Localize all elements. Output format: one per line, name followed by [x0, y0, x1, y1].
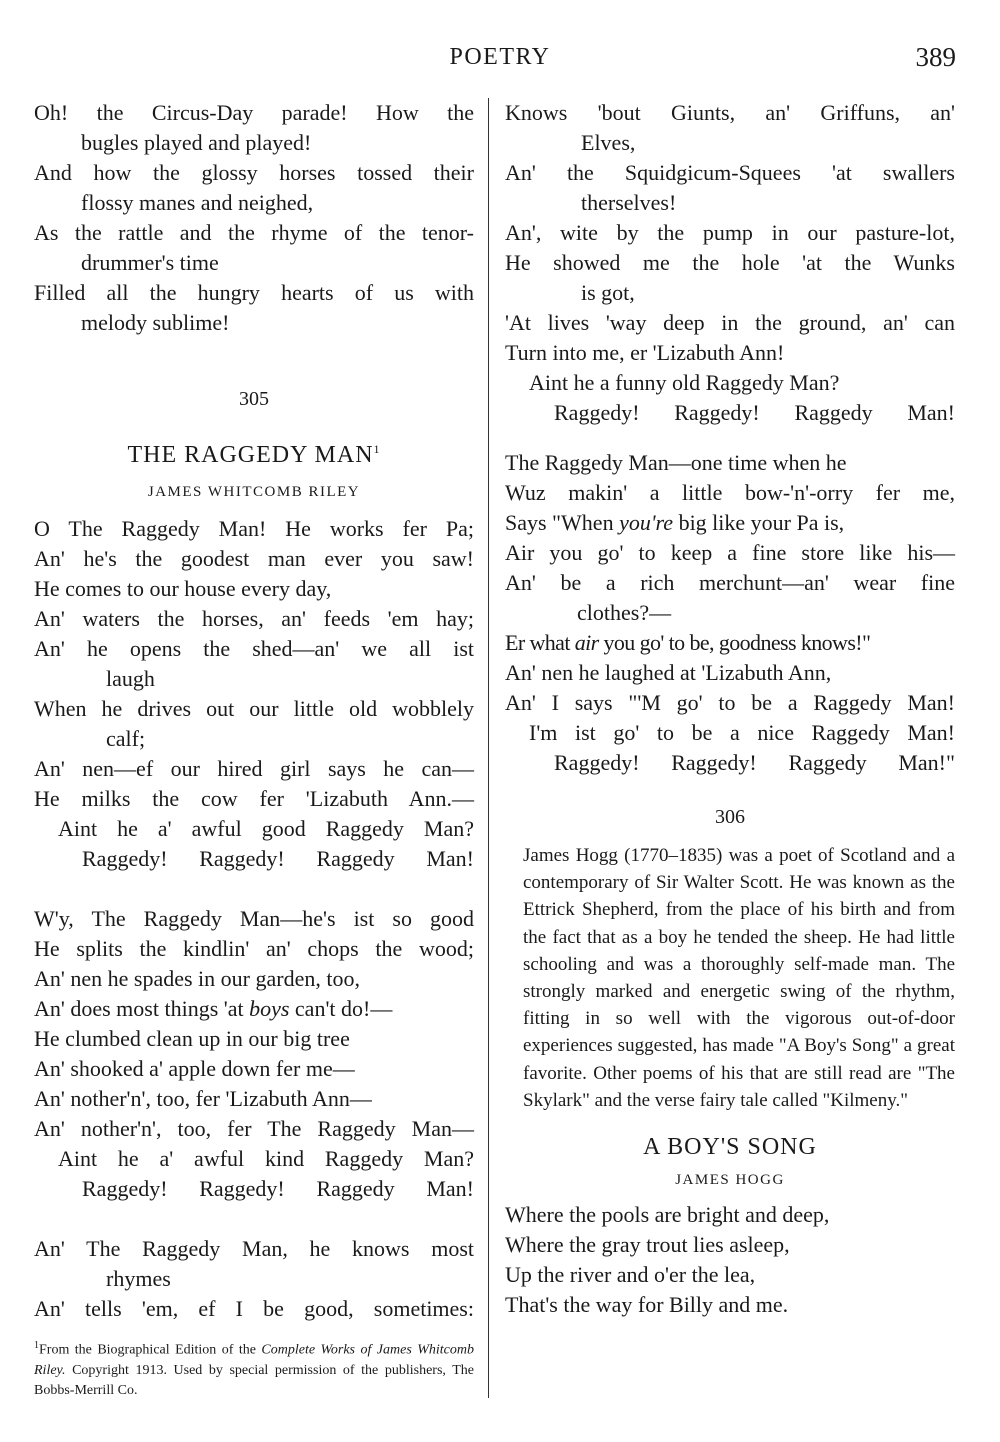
verse-line: melody sublime! — [81, 310, 230, 335]
verse-line: An' shooked a' apple down fer me— — [34, 1056, 355, 1081]
verse-line: An' tells 'em, ef I be good, sometimes: — [34, 1296, 474, 1321]
verse-line: Aint he a' awful kind Raggedy Man? — [58, 1146, 474, 1171]
verse-line: Where the pools are bright and deep, — [505, 1202, 830, 1228]
verse-line: Oh! the Circus-Day parade! How the — [34, 100, 474, 125]
verse-line: An' I says "'M go' to be a Raggedy Man! — [505, 690, 955, 715]
verse-line: Filled all the hungry hearts of us with — [34, 280, 474, 305]
verse-line: When he drives out our little old wobblely — [34, 696, 474, 721]
verse-text: you go' to be, goodness knows!" — [598, 630, 871, 655]
poem-number: 305 — [239, 388, 269, 410]
verse-line: Aint he a' awful good Raggedy Man? — [58, 816, 474, 841]
author-biography: James Hogg (1770–1835) was a poet of Scotland and a contemporary of Sir Walter Scott. He was known as the Ettrick Shepherd, from the place of his birth and from the fact that as a boy he tended the sheep. He had little schooling and was a thoroughly self-made man. The strongly marked and energetic swing of the rhythm, fitting in so well with the vigorous out-of-door experiences suggested, has made "A Boy's Song" a great favorite. Other poems of his that are still read are "The Skylark" and the verse fairy tale called "Kilmeny." — [523, 845, 955, 1111]
stanza-raggedy-5 — [505, 448, 955, 778]
left-column — [34, 98, 474, 1401]
verse-line: Elves, — [581, 130, 636, 155]
verse-line: An' nother'n', too, fer The Raggedy Man— — [34, 1116, 474, 1141]
verse-line: 'At lives 'way deep in the ground, an' can — [505, 310, 955, 335]
stanza-raggedy-2 — [34, 904, 474, 1204]
verse-line: Knows 'bout Giunts, an' Griffuns, an' — [505, 100, 955, 125]
poem-author: JAMES HOGG — [675, 1172, 785, 1189]
verse-line: An' he's the goodest man ever you saw! — [34, 546, 474, 571]
verse-text: Says "When — [505, 510, 620, 535]
verse-line: An' he opens the shed—an' we all ist — [34, 636, 474, 661]
verse-line: An' the Squidgicum-Squees 'at swallers — [505, 160, 955, 185]
verse-line: is got, — [581, 280, 635, 305]
verse-line: therselves! — [581, 190, 677, 215]
verse-line: Aint he a funny old Raggedy Man? — [529, 370, 840, 395]
verse-line: Raggedy! Raggedy! Raggedy Man!" — [554, 750, 955, 775]
page-number: 389 — [915, 42, 956, 72]
verse-line: Raggedy! Raggedy! Raggedy Man! — [82, 846, 474, 871]
verse-line: The Raggedy Man—one time when he — [505, 450, 847, 475]
verse-line: bugles played and played! — [81, 130, 312, 155]
verse-line — [505, 628, 955, 658]
verse-line: Where the gray trout lies asleep, — [505, 1232, 790, 1258]
verse-line: An' be a rich merchunt—an' wear fine — [505, 570, 955, 595]
running-header: POETRY — [449, 44, 551, 70]
verse-line: Wuz makin' a little bow-'n'-orry fer me, — [505, 480, 955, 505]
verse-emphasis: boys — [249, 996, 290, 1021]
verse-text: big like your Pa is, — [673, 510, 845, 535]
verse-line: clothes?— — [577, 600, 672, 625]
verse-line: An' nen he spades in our garden, too, — [34, 966, 360, 991]
column-divider — [488, 98, 489, 1398]
footnote-emphasis: Complete Works of James Whitcomb Riley. — [34, 1342, 474, 1378]
verse-line: Raggedy! Raggedy! Raggedy Man! — [554, 400, 955, 425]
verse-line: laugh — [106, 666, 155, 691]
verse-line: flossy manes and neighed, — [81, 190, 314, 215]
poem-number: 306 — [715, 806, 745, 828]
verse-line: He splits the kindlin' an' chops the wood; — [34, 936, 474, 961]
verse-line: Raggedy! Raggedy! Raggedy Man! — [82, 1176, 474, 1201]
stanza-raggedy-3 — [34, 1234, 474, 1324]
verse-line: He comes to our house every day, — [34, 576, 332, 601]
poem-title: A BOY'S SONG — [643, 1134, 817, 1161]
verse-line: And how the glossy horses tossed their — [34, 160, 474, 185]
verse-line: He showed me the hole 'at the Wunks — [505, 250, 955, 275]
verse-line: W'y, The Raggedy Man—he's ist so good — [34, 906, 474, 931]
verse-line: Turn into me, er 'Lizabuth Ann! — [505, 340, 785, 365]
verse-line: An' nother'n', too, fer 'Lizabuth Ann— — [34, 1086, 372, 1111]
right-column — [505, 98, 955, 1320]
poem-title-text: THE RAGGEDY MAN — [127, 442, 374, 468]
poem-title — [34, 432, 474, 472]
verse-line: drummer's time — [81, 250, 219, 275]
verse-text: Er what — [505, 630, 575, 655]
verse-emphasis: you're — [619, 510, 674, 535]
stanza-raggedy-1 — [34, 514, 474, 874]
verse-line: As the rattle and the rhyme of the tenor- — [34, 220, 474, 245]
verse-line: Air you go' to keep a fine store like his— — [505, 540, 955, 565]
verse-text: can't do!— — [289, 996, 393, 1021]
footnote-text: Copyright 1913. Used by special permission of the publishers, The Bobbs-Merrill Co. — [34, 1362, 474, 1398]
verse-line: He milks the cow fer 'Lizabuth Ann.— — [34, 786, 474, 811]
verse-line: That's the way for Billy and me. — [505, 1292, 789, 1318]
verse-line: He clumbed clean up in our big tree — [34, 1026, 350, 1051]
footnote-reference: 1 — [373, 442, 381, 456]
verse-line: Up the river and o'er the lea, — [505, 1262, 756, 1288]
verse-line: An' The Raggedy Man, he knows most — [34, 1236, 474, 1261]
verse-line: I'm ist go' to be a nice Raggedy Man! — [529, 720, 955, 745]
verse-line: O The Raggedy Man! He works fer Pa; — [34, 516, 474, 541]
poem-author: JAMES WHITCOMB RILEY — [147, 484, 361, 500]
verse-line: An' nen he laughed at 'Lizabuth Ann, — [505, 660, 832, 685]
verse-line: An' waters the horses, an' feeds 'em hay; — [34, 606, 474, 631]
verse-line: calf; — [106, 726, 146, 751]
verse-line: rhymes — [106, 1266, 171, 1291]
verse-line: An', wite by the pump in our pasture-lot, — [505, 220, 955, 245]
verse-line — [34, 994, 474, 1024]
footnote — [34, 1336, 474, 1401]
verse-text: An' does most things 'at — [34, 996, 250, 1021]
footnote-mark: 1 — [34, 1340, 39, 1351]
footnote-text: From the Biographical Edition of the — [39, 1342, 262, 1358]
stanza-circus — [34, 98, 474, 338]
verse-emphasis: air — [574, 630, 599, 655]
verse-line — [505, 508, 955, 538]
verse-line: An' nen—ef our hired girl says he can— — [34, 756, 474, 781]
stanza-raggedy-4 — [505, 98, 955, 428]
stanza-boys-song — [505, 1200, 955, 1320]
